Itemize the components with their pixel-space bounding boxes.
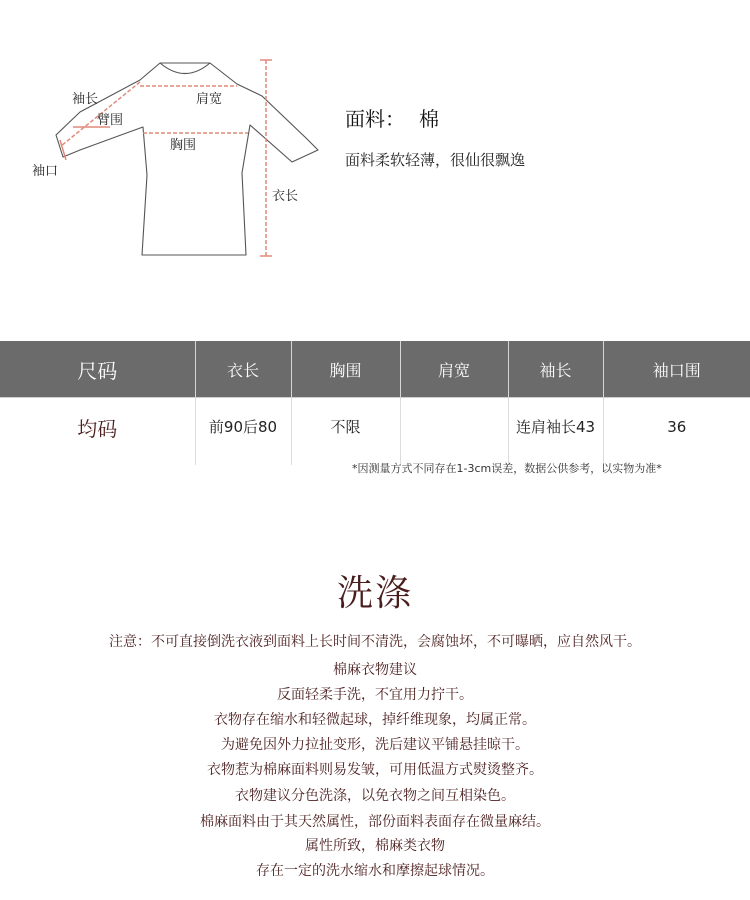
washing-line: 反面轻柔手洗，不宜用力拧干。 [277,687,473,703]
size-table-header [0,341,750,397]
header-chest: 胸围 [291,341,400,397]
label-upper-arm: 臂围 [97,113,124,128]
cell-shoulder [400,397,508,465]
fabric-description: 面料柔软轻薄，很仙很飘逸 [345,151,526,169]
label-length: 衣长 [272,189,299,204]
washing-warning: 注意：不可直接倒洗衣液到面料上长时间不清洗，会腐蚀坏，不可曝晒，应自然风干。 [109,634,641,650]
header-sleeve: 袖长 [508,341,603,397]
label-sleeve-length: 袖长 [72,92,99,107]
table-row [0,397,750,465]
washing-line: 存在一定的洗水缩水和摩擦起球情况。 [256,863,494,879]
washing-line: 棉麻面料由于其天然属性，部份面料表面存在微量麻结。 [200,814,550,830]
size-table [0,341,750,465]
header-cuff: 袖口围 [603,341,750,397]
label-shoulder-width: 肩宽 [196,92,223,107]
header-shoulder: 肩宽 [400,341,508,397]
washing-title: 洗涤 [336,573,413,614]
cell-length: 前90后80 [195,397,291,465]
cell-cuff: 36 [603,397,750,465]
washing-line: 棉麻衣物建议 [333,662,417,678]
washing-line: 衣物惹为棉麻面料则易发皱，可用低温方式熨烫整齐。 [207,762,543,778]
fabric-line [345,103,439,132]
table-divider [0,397,750,398]
washing-line: 衣物存在缩水和轻微起球，掉纤维现象，均属正常。 [214,712,536,728]
garment-diagram [0,0,340,300]
cell-size: 均码 [77,417,118,441]
header-size: 尺码 [0,341,195,397]
header-length: 衣长 [195,341,291,397]
size-disclaimer: *因测量方式不同存在1-3cm误差，数据公供参考，以实物为准* [352,462,662,475]
cell-chest: 不限 [291,397,400,465]
cell-sleeve: 连肩袖长43 [508,397,603,465]
washing-line: 为避免因外力拉扯变形，洗后建议平铺悬挂晾干。 [221,737,529,753]
washing-line: 衣物建议分色洗涤，以免衣物之间互相染色。 [235,788,515,804]
fabric-value: 棉 [419,107,439,131]
washing-line: 属性所致，棉麻类衣物 [305,838,445,854]
label-cuff: 袖口 [32,164,59,179]
fabric-label: 面料： [345,107,405,131]
label-chest: 胸围 [170,138,197,153]
